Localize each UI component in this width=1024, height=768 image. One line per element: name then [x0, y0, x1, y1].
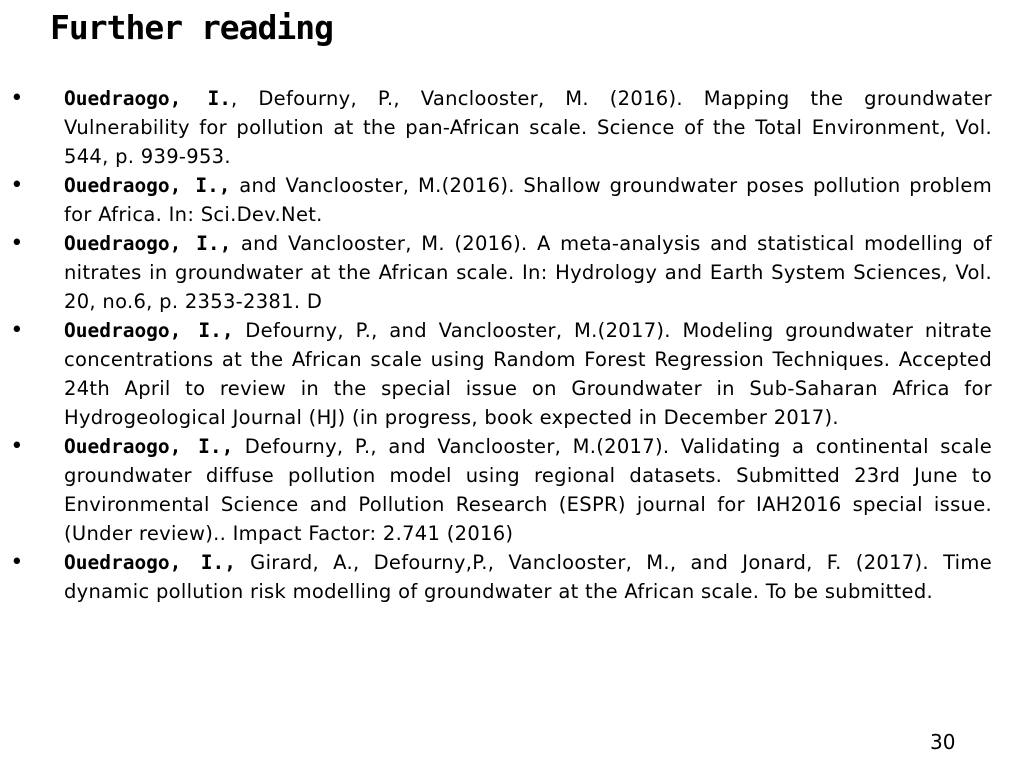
bullet-icon: •	[10, 86, 24, 111]
list-item	[10, 171, 992, 229]
reference-author: Ouedraogo, I.,	[64, 435, 234, 458]
reference-text: , Defourny, P., Vanclooster, M. (2016). Mapping the groundwater Vulnerability for pollution at the pan-African scale. Science of the Total Environment, Vol. 544, p. 939-953.	[64, 87, 992, 168]
list-item	[10, 432, 992, 548]
list-item	[10, 316, 992, 432]
reference-text: Defourny, P., and Vanclooster, M.(2017). Modeling groundwater nitrate concentrations at the African scale using Random Forest Regression Techniques. Accepted 24th April to review in the special issue on Groundwater in Sub-Saharan Africa for Hydrogeological Journal (HJ) (in progress, book expected in December 2017).	[64, 319, 992, 429]
reference-author: Ouedraogo, I.,	[64, 319, 234, 342]
reference-author: Ouedraogo, I.	[64, 87, 231, 110]
list-item	[10, 548, 992, 606]
page-number: 30	[930, 730, 956, 754]
list-item	[10, 229, 992, 316]
bullet-icon: •	[10, 550, 24, 575]
reference-list	[10, 84, 992, 606]
bullet-icon: •	[10, 318, 24, 343]
reference-text: and Vanclooster, M. (2016). A meta-analysis and statistical modelling of nitrates in groundwater at the African scale. In: Hydrology and Earth System Sciences, Vol. 20, no.6, p. 2353-2381. D	[64, 232, 992, 313]
reference-text: and Vanclooster, M.(2016). Shallow groundwater poses pollution problem for Africa. In: Sci.Dev.Net.	[64, 174, 992, 226]
reference-author: Ouedraogo, I.,	[64, 232, 232, 255]
reference-text: Girard, A., Defourny,P., Vanclooster, M., and Jonard, F. (2017). Time dynamic pollution risk modelling of groundwater at the African scale. To be submitted.	[64, 551, 992, 603]
page-title: Further reading	[50, 8, 334, 47]
reference-author: Ouedraogo, I.,	[64, 551, 237, 574]
reference-author: Ouedraogo, I.,	[64, 174, 231, 197]
list-item	[10, 84, 992, 171]
bullet-icon: •	[10, 231, 24, 256]
reference-text: Defourny, P., and Vanclooster, M.(2017). Validating a continental scale groundwater diffuse pollution model using regional datasets. Submitted 23rd June to Environmental Science and Pollution Research (ESPR) journal for IAH2016 special issue. (Under review).. Impact Factor: 2.741 (2016)	[64, 435, 992, 545]
bullet-icon: •	[10, 173, 24, 198]
bullet-icon: •	[10, 434, 24, 459]
